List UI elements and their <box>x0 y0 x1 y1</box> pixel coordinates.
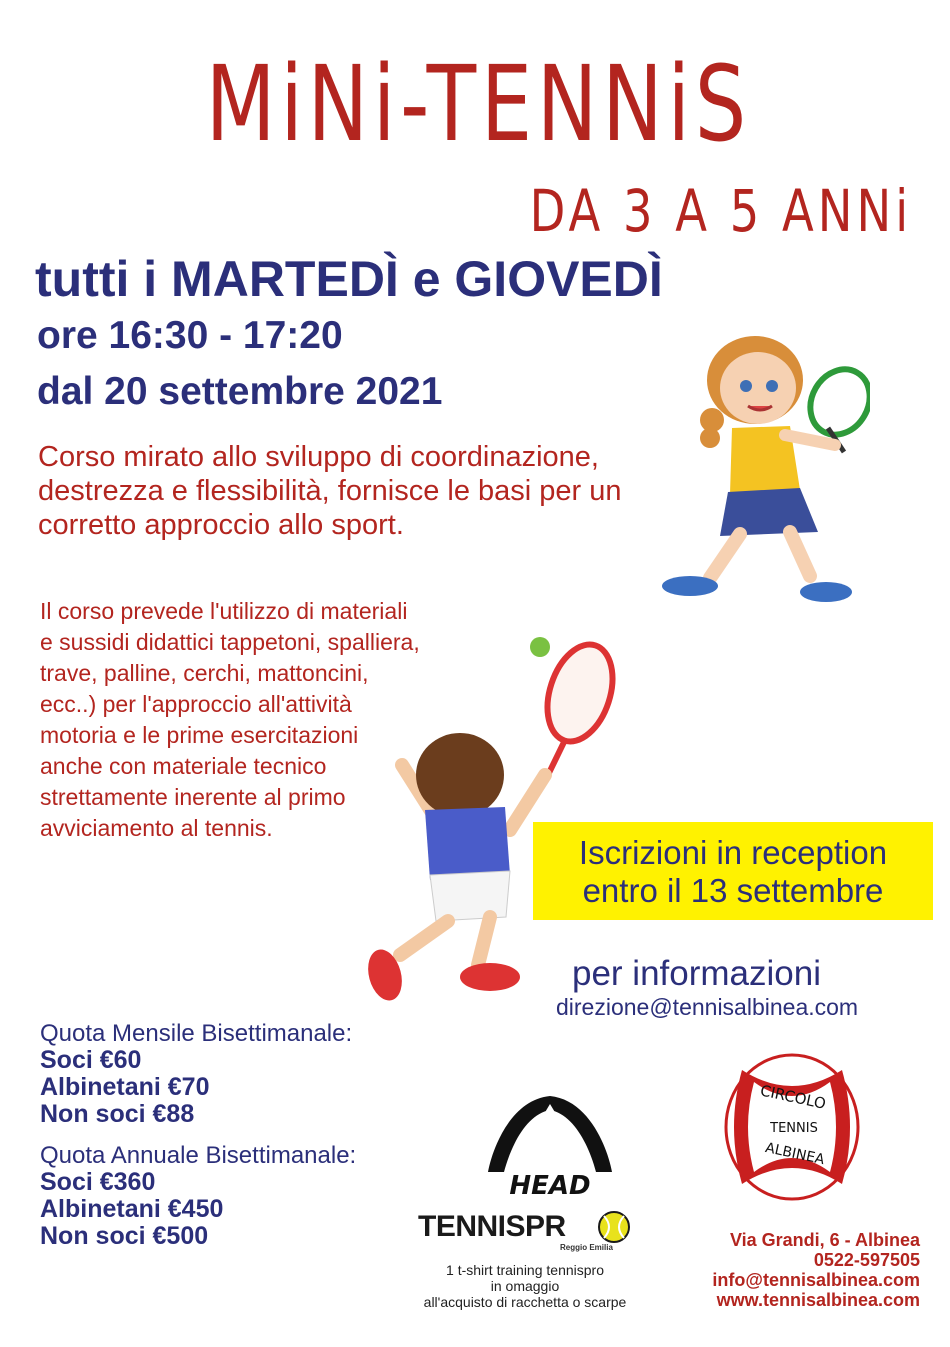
schedule-days: tutti i MARTEDÌ e GIOVEDÌ <box>35 251 663 307</box>
tennis-ball-icon <box>597 1210 631 1244</box>
head-logo <box>470 1090 630 1200</box>
intro-text: Corso mirato allo sviluppo di coordinazione, destrezza e flessibilità, fornisce le basi per un corretto approccio allo sport. <box>38 441 622 541</box>
monthly-fee-heading: Quota Mensile Bisettimanale: <box>40 1020 353 1047</box>
promo-line: 1 t-shirt training tennispro <box>446 1262 604 1278</box>
annual-fee-item: Albinetani €450 <box>40 1195 224 1223</box>
promo-line: all'acquisto di racchetta o scarpe <box>423 1294 627 1310</box>
contact-website[interactable]: www.tennisalbinea.com <box>716 1290 920 1310</box>
monthly-fee-item: Soci €60 <box>40 1046 142 1074</box>
registration-line-1: Iscrizioni in reception <box>578 834 888 871</box>
head-logo-text: HEAD <box>509 1171 591 1200</box>
registration-box <box>533 822 933 920</box>
registration-line-2: entro il 13 settembre <box>582 872 884 909</box>
info-heading: per informazioni <box>572 954 821 993</box>
annual-fee-item: Non soci €500 <box>40 1222 209 1250</box>
schedule-start-date: dal 20 settembre 2021 <box>37 370 443 413</box>
course-description: Il corso prevede l'utilizzo di materiali e sussidi didattici tappetoni, spalliera, trave, palline, cerchi, mattoncini, ecc..) per l'approccio all'attività motoria e le prime esercitazioni anche con materiale tecnico strettamente inerente al primo avviciamento al tennis. <box>40 598 420 841</box>
age-subtitle: DA 3 A 5 ANNi <box>529 177 912 245</box>
contact-email[interactable]: info@tennisalbinea.com <box>712 1270 920 1290</box>
price-list <box>40 1020 356 1250</box>
contact-phone: 0522-597505 <box>813 1250 920 1270</box>
annual-fee-heading: Quota Annuale Bisettimanale: <box>40 1142 357 1169</box>
club-logo-line-1: CIRCOLO <box>758 1081 828 1113</box>
club-logo-line-3: ALBINEA <box>763 1140 826 1169</box>
poster-title: MiNi-TENNiS <box>205 43 751 165</box>
club-logo <box>722 1052 862 1202</box>
schedule-hours: ore 16:30 - 17:20 <box>37 314 343 357</box>
monthly-fee-item: Non soci €88 <box>40 1100 195 1128</box>
promo-text <box>390 1262 660 1310</box>
info-email-link[interactable]: direzione@tennisalbinea.com <box>556 994 859 1020</box>
tennispro-logo-text: TENNISPR <box>418 1210 566 1243</box>
contact-address: Via Grandi, 6 - Albinea <box>729 1230 920 1250</box>
monthly-fee-item: Albinetani €70 <box>40 1073 210 1101</box>
tennis-ball-icon <box>530 637 550 657</box>
contact-block <box>712 1230 920 1310</box>
annual-fee-item: Soci €360 <box>40 1168 156 1196</box>
girl-tennis-player-illustration <box>640 310 870 610</box>
club-logo-line-2: TENNIS <box>770 1121 818 1136</box>
red-racket-icon <box>536 636 620 775</box>
promo-line: in omaggio <box>490 1278 560 1294</box>
tennispro-city: Reggio Emilia <box>560 1243 613 1252</box>
